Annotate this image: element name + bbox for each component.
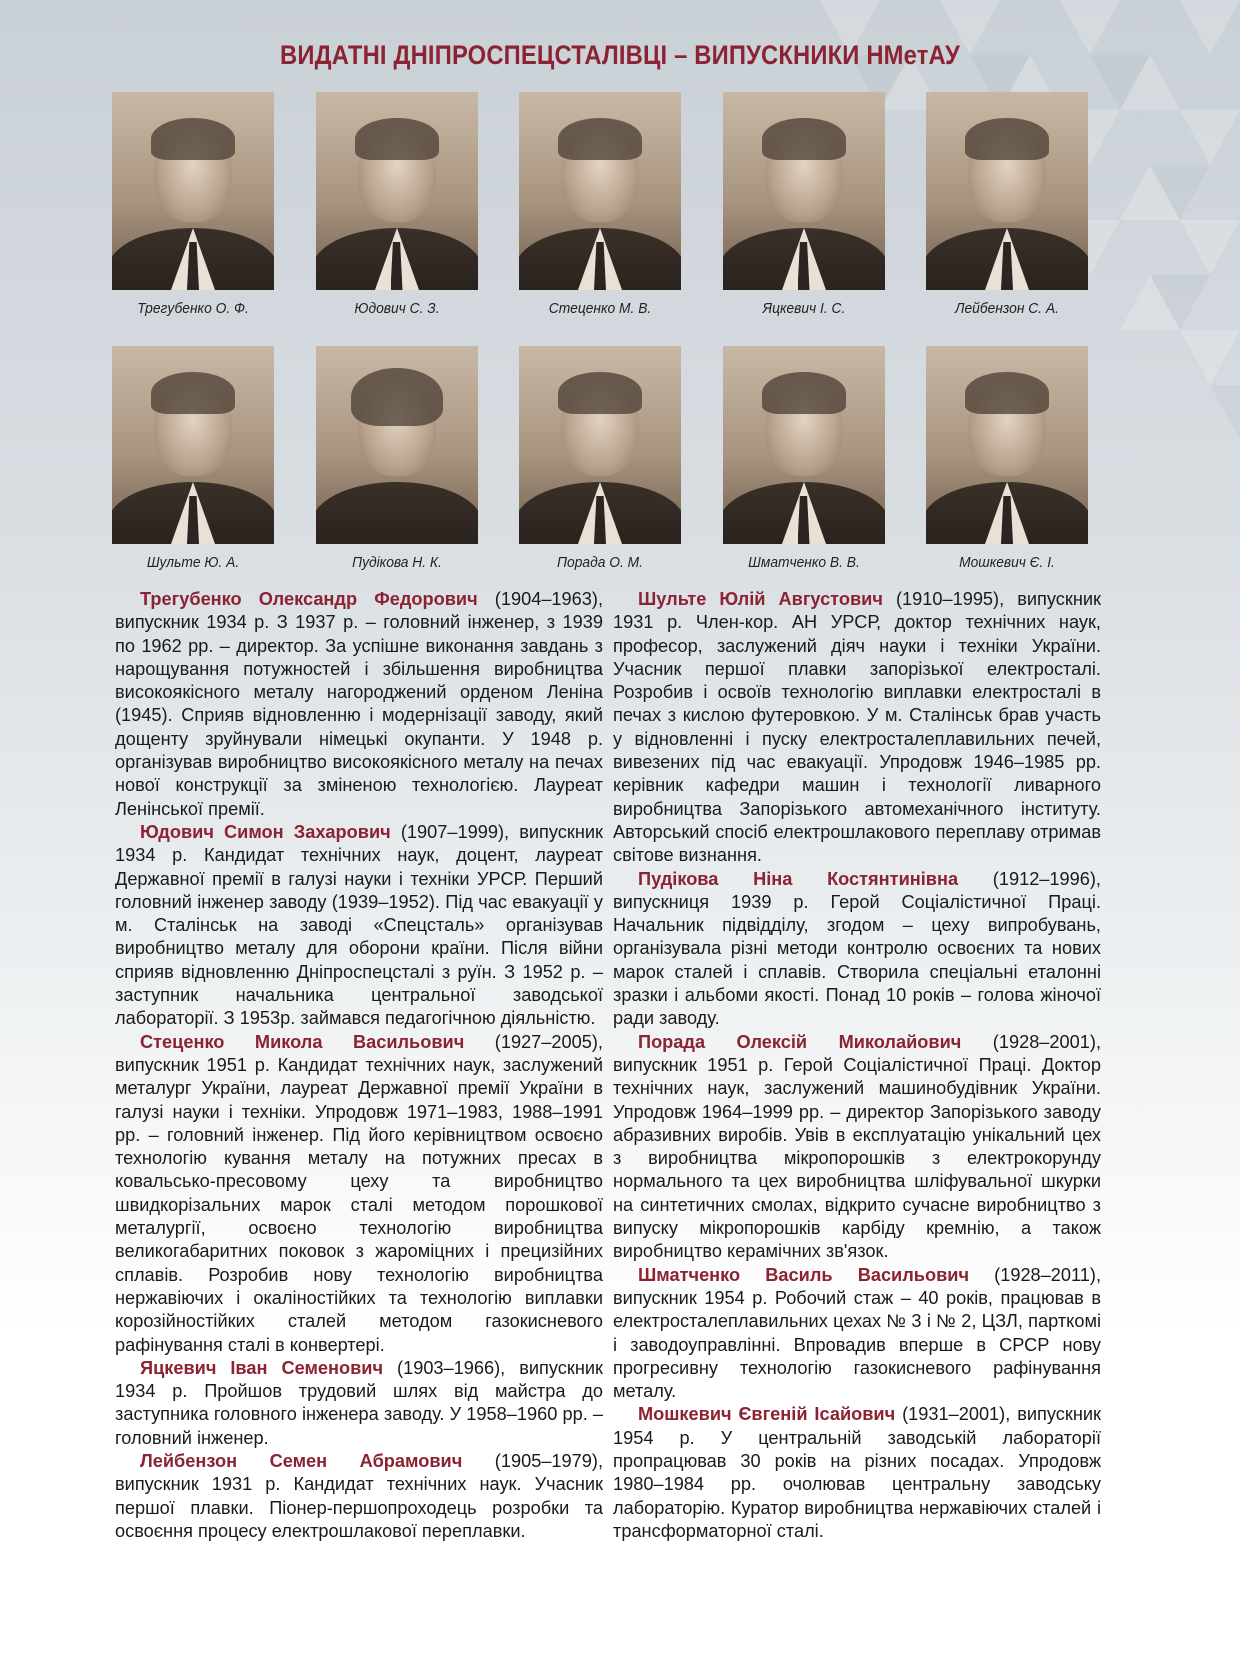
biography-name: Шульте Юлій Августович: [638, 589, 883, 609]
portrait-caption: Порада О. М.: [557, 554, 643, 571]
portrait-card: [723, 92, 885, 317]
biography-paragraph: [613, 588, 1101, 868]
biography-text: (1903–1966), випускник 1934 р. Пройшов трудовий шлях від майстра до заступника головного інженера заводу. У 1958–1960 рр. – головний інженер.: [115, 1357, 603, 1448]
portrait-photo: [723, 346, 885, 544]
biography-text: (1931–2001), випускник 1954 р. У центральній заводській лабораторії пропрацював 30 років на різних посадах. Упродовж 1980–1984 рр. очолював центральну заводську лабораторію. Куратор виробництва нержавіючих сталей і трансформаторної сталі.: [613, 1404, 1101, 1541]
portrait-card: [519, 92, 681, 317]
biography-text: (1905–1979), випускник 1931 р. Кандидат технічних наук. Учасник першої плавки. Піонер-першопроходець розробки та освоєння процесу електрошлакової переплавки.: [115, 1450, 603, 1541]
portrait-row-2: [112, 346, 1088, 571]
portrait-card: [519, 346, 681, 571]
portrait-caption: Шульте Ю. А.: [146, 554, 240, 571]
biography-name: Трегубенко Олександр Федорович: [140, 589, 478, 609]
biography-column-right: [613, 588, 1101, 1543]
biography-text: (1928–2011), випускник 1954 р. Робочий стаж – 40 років, працював в електросталеплавильних цехах № 3 і № 2, ЦЗЛ, парткомі і заводоуправлінні. Впровадив вперше в СРСР нову прогресивну технологію газокисневого рафінування металу.: [613, 1264, 1102, 1402]
portrait-photo: [519, 346, 681, 544]
biography-name: Стеценко Микола Васильович: [140, 1031, 465, 1052]
biography-name: Яцкевич Іван Семенович: [140, 1357, 384, 1378]
portrait-caption: Лейбензон С. А.: [955, 300, 1059, 317]
portrait-caption: Яцкевич І. С.: [762, 300, 845, 317]
portrait-caption: Мошкевич Є. І.: [959, 554, 1055, 571]
biography-text: (1907–1999), випускник 1934 р. Кандидат технічних наук, доцент, лауреат Державної премії в галузі науки і техніки УРСР. Перший головний інженер заводу (1939–1952). Під час евакуації у м. Сталінськ на заводі «Спецсталь» організував виробництво металу для оборони країни. Після війни сприяв відновленню Дніпроспецсталі з руїн. З 1952 р. – заступник начальника центральної заводської лабораторії. З 1953р. займався педагогічною діяльністю.: [115, 821, 603, 1029]
biography-paragraph: [115, 1031, 603, 1357]
portrait-card: [112, 346, 274, 571]
biography-text: (1927–2005), випускник 1951 р. Кандидат технічних наук, заслужений металург України, лауреат Державної премії України в галузі науки і техніки. Упродовж 1971–1983, 1988–1991 рр. – головний інженер. Під його керівництвом освоєно технологію кування металу на потужних пресах в ковальсько-пресовому цеху та виробництво швидкорізальних марок сталі методом порошкової металургії, освоєно технологію виробництва великогабаритних поковок з жароміцних і прецизійних сплавів. Розробив нову технологію виробництва нержавіючих і окаліностійких та технологію виплавки корозійностійких сталей методом газокисневого рафінування сталі в конвертері.: [115, 1031, 603, 1355]
biography-paragraph: [115, 1450, 603, 1543]
biography-paragraph: [115, 821, 603, 1031]
portrait-caption: Пудікова Н. К.: [351, 554, 442, 571]
biography-name: Мошкевич Євгеній Ісайович: [638, 1404, 896, 1425]
portrait-card: [316, 92, 478, 317]
portrait-row-1: [112, 92, 1088, 317]
biography-name: Юдович Симон Захарович: [140, 821, 391, 842]
portrait-photo: [316, 92, 478, 290]
portrait-photo: [112, 92, 274, 290]
portrait-photo: [926, 92, 1088, 290]
biography-text: (1912–1996), випускниця 1939 р. Герой Соціалістичної Праці. Начальник підвідділу, згодом – цеху випробувань, організувала різні методи контролю освоєних та нових марок сталей і сплавів. Створила спеціальні еталонні зразки і альбоми якості. Понад 10 років – голова жіночої ради заводу.: [613, 868, 1101, 1029]
page-title: ВИДАТНІ ДНІПРОСПЕЦСТАЛІВЦІ – ВИПУСКНИКИ НМетАУ: [280, 40, 960, 70]
biography-paragraph: [613, 1264, 1101, 1404]
portrait-photo: [723, 92, 885, 290]
portrait-card: [316, 346, 478, 571]
portrait-photo: [316, 346, 478, 544]
biography-paragraph: [613, 1031, 1101, 1264]
biography-text: (1904–1963), випускник 1934 р. З 1937 р. – головний інженер, з 1939 по 1962 рр. – директор. За успішне виконання завдань з нарощування потужностей і збільшення виробництва високоякісного металу нагороджений орденом Леніна (1945). Сприяв відновленню і модернізації заводу, який дощенту зруйнували німецькі окупанти. У 1948 р. організував виробництво високоякісного металу на печах нової конструкції за зміненою технологією. Лауреат Ленінської премії.: [115, 589, 603, 819]
portrait-caption: Трегубенко О. Ф.: [137, 300, 249, 317]
biography-name: Пудікова Ніна Костянтинівна: [638, 868, 959, 889]
portrait-card: [926, 92, 1088, 317]
portrait-card: [112, 92, 274, 317]
biography-name: Порада Олексій Миколайович: [638, 1031, 962, 1052]
portrait-card: [926, 346, 1088, 571]
portrait-caption: Стеценко М. В.: [548, 300, 652, 317]
biography-name: Лейбензон Семен Абрамович: [140, 1450, 463, 1471]
portrait-photo: [926, 346, 1088, 544]
biography-column-left: [115, 588, 603, 1543]
portrait-caption: Юдович С. З.: [353, 300, 440, 317]
portrait-card: [723, 346, 885, 571]
biography-text: (1910–1995), випускник 1931 р. Член-кор. АН УРСР, доктор технічних наук, професор, заслужений діяч науки і техніки України. Учасник першої плавки запорізької електросталі. Розробив і освоїв технологію виплавки електросталі в печах з кислою футеровкою. У м. Сталінськ брав участь у відновленні і пуску електросталеплавильних печей, вивезених під час евакуації. Упродовж 1946–1985 рр. керівник кафедри машин і технології ливарного виробництва Запорізького автомеханічного інституту. Авторський спосіб електрошлакового переплаву отримав світове визнання.: [613, 589, 1101, 866]
biography-paragraph: [613, 868, 1101, 1031]
biography-name: Шматченко Василь Васильович: [638, 1264, 970, 1285]
portrait-photo: [519, 92, 681, 290]
biography-paragraph: [115, 588, 603, 821]
biography-text: (1928–2001), випускник 1951 р. Герой Соціалістичної Праці. Доктор технічних наук, заслужений машинобудівник України. Упродовж 1964–1999 рр. – директор Запорізького заводу абразивних виробів. Увів в експлуатацію унікальний цех з виробництва мікропорошків з електрокорунду нормального та цех виробництва шліфувальної шкурки на синтетичних смолах, відкрито сучасне виробництво з випуску мікропорошків карбіду кремнію, а також виробництво керамічних зв'язок.: [613, 1031, 1101, 1262]
biography-paragraph: [613, 1403, 1101, 1543]
portrait-caption: Шматченко В. В.: [747, 554, 860, 571]
portrait-photo: [112, 346, 274, 544]
biography-paragraph: [115, 1357, 603, 1450]
